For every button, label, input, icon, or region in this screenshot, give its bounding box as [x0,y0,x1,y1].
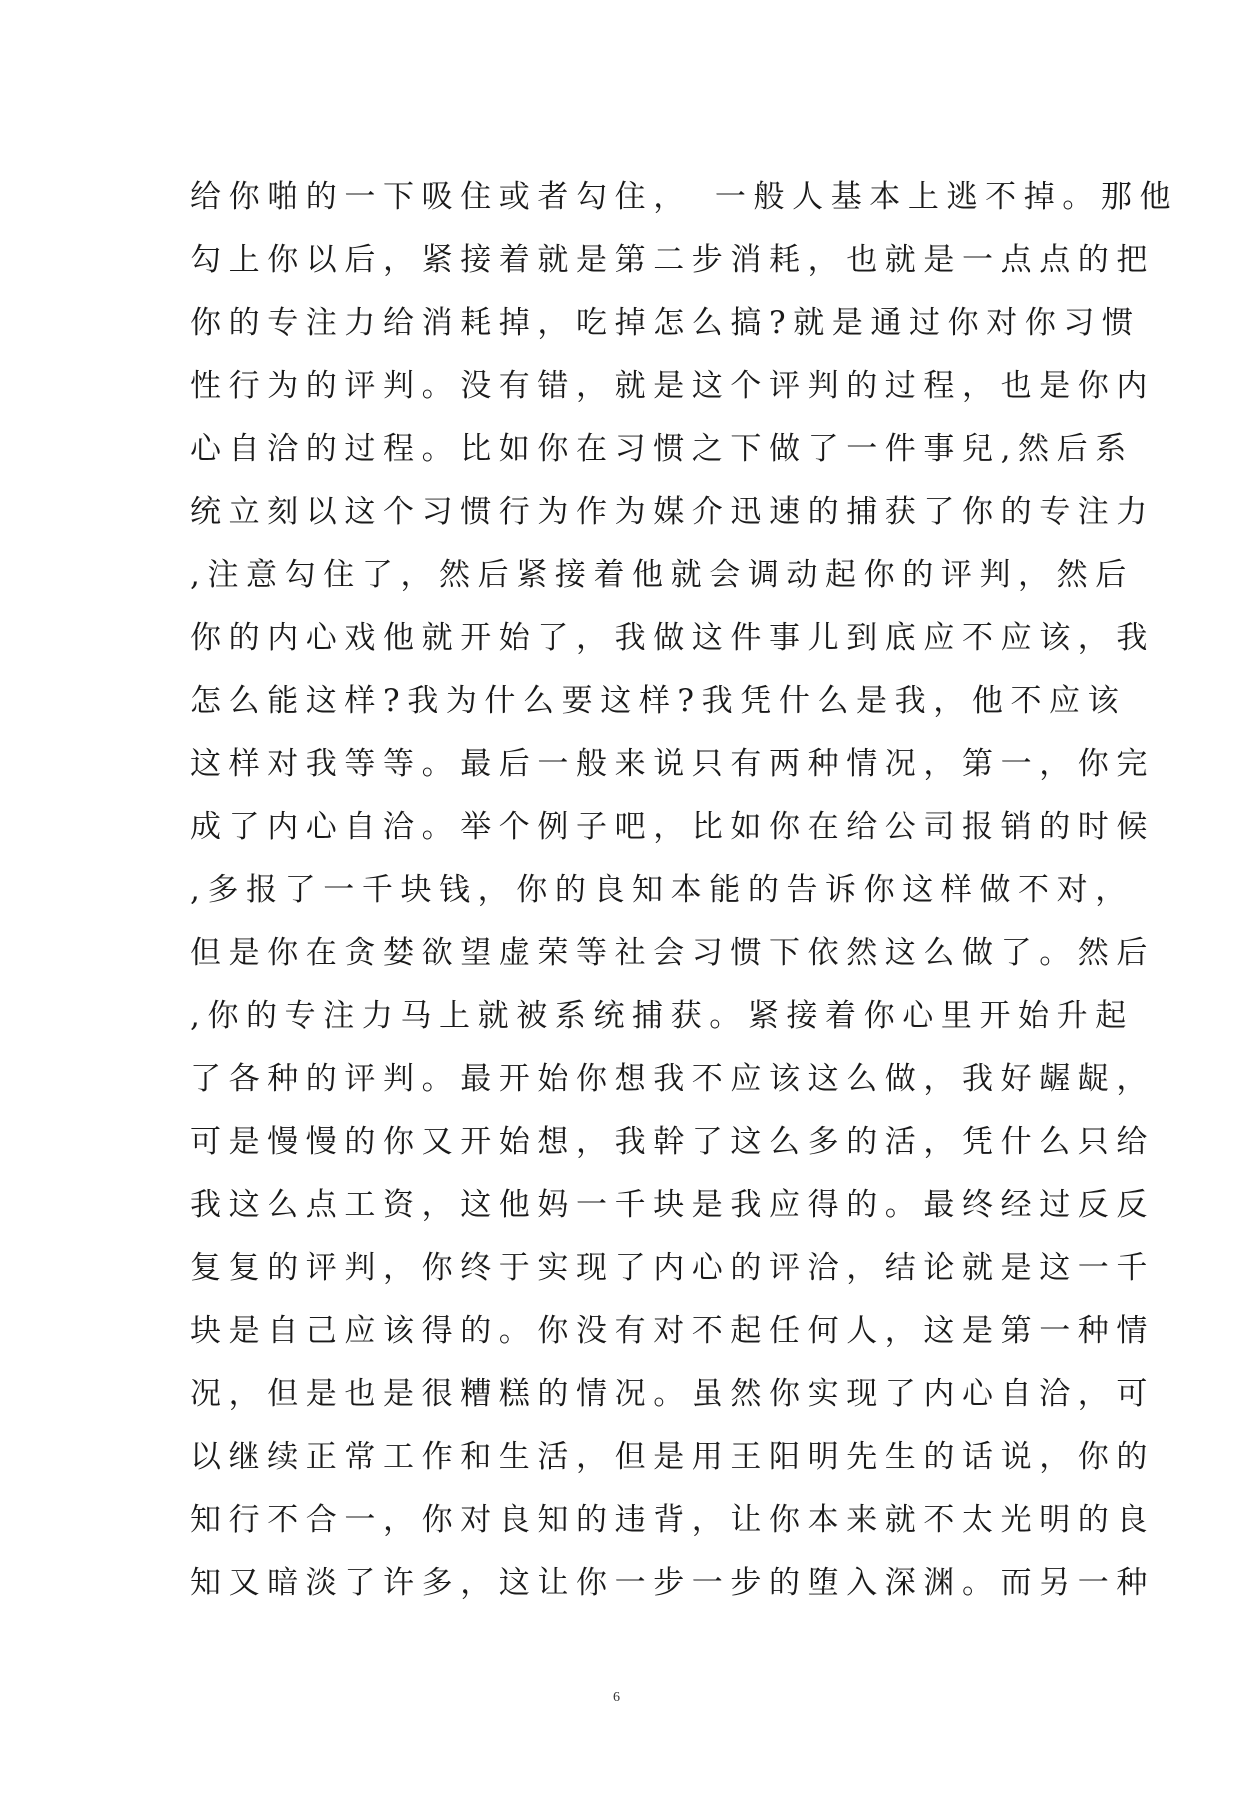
text-line: 心自洽的过程。比如你在习惯之下做了一件事兒,然后系 [190,431,1134,467]
text-line: 统立刻以这个习惯行为作为媒介迅速的捕获了你的专注力 [190,494,1155,530]
text-line: 我这么点工资，这他妈一千块是我应得的。最终经过反反 [190,1187,1155,1223]
text-line: 复复的评判，你终于实现了内心的评洽，结论就是这一千 [190,1250,1155,1286]
text-line: 怎么能这样?我为什么要这样?我凭什么是我，他不应该 [190,683,1127,719]
text-line: 成了内心自洽。举个例子吧，比如你在给公司报销的时候 [190,809,1155,845]
text-line: 这样对我等等。最后一般来说只有两种情况，第一，你完 [190,746,1155,782]
text-line: 你的专注力给消耗掉，吃掉怎么搞?就是通过你对你习惯 [190,305,1141,341]
text-line: 给你啪的一下吸住或者勾住， 一般人基本上逃不掉。那他 [190,179,1179,215]
page-number: 6 [613,1690,620,1705]
text-line: 但是你在贪婪欲望虚荣等社会习惯下依然这么做了。然后 [190,935,1155,971]
body-text [190,166,1179,1615]
text-line: ,多报了一千块钱，你的良知本能的告诉你这样做不对， [190,872,1134,908]
text-line: 性行为的评判。没有错，就是这个评判的过程，也是你内 [190,368,1155,404]
text-line: 勾上你以后，紧接着就是第二步消耗，也就是一点点的把 [190,242,1155,278]
text-line: ,你的专注力马上就被系统捕获。紧接着你心里开始升起 [190,998,1134,1034]
text-line: 况，但是也是很糟糕的情况。虽然你实现了内心自洽，可 [190,1376,1155,1412]
text-line: ,注意勾住了，然后紧接着他就会调动起你的评判，然后 [190,557,1134,593]
text-line: 了各种的评判。最开始你想我不应该这么做，我好龌龊， [190,1061,1155,1097]
text-line: 块是自己应该得的。你没有对不起任何人，这是第一种情 [190,1313,1155,1349]
text-line: 你的内心戏他就开始了，我做这件事儿到底应不应该，我 [190,620,1155,656]
text-line: 知又暗淡了许多，这让你一步一步的堕入深渊。而另一种 [190,1565,1155,1601]
text-line: 以继续正常工作和生活，但是用王阳明先生的话说，你的 [190,1439,1155,1475]
text-line: 可是慢慢的你又开始想，我幹了这么多的活，凭什么只给 [190,1124,1155,1160]
text-line: 知行不合一，你对良知的违背，让你本来就不太光明的良 [190,1502,1155,1538]
